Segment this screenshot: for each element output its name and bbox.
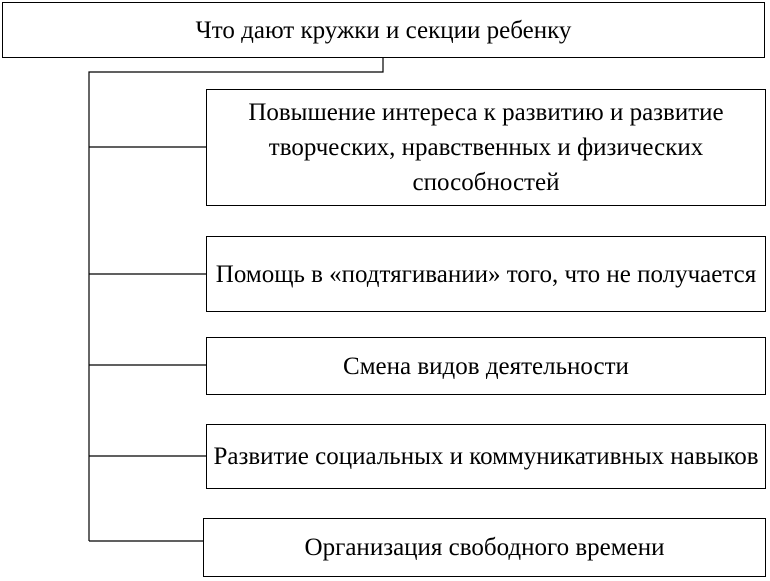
- item-text-2: Помощь в «подтягивании» того, что не получается: [215, 260, 757, 288]
- item-text-4: Развитие социальных и коммуникативных навыков: [213, 443, 759, 470]
- item-text-5: Организация свободного времени: [304, 534, 665, 561]
- root-box: [2, 2, 765, 58]
- item-text-1: Повышение интереса к развитию и развитие творческих, нравственных и физических способностей: [248, 99, 724, 196]
- root-title: Что дают кружки и секции ребенку: [195, 16, 572, 44]
- item-text-3: Смена видов деятельности: [343, 352, 629, 380]
- item-box-1: [206, 89, 766, 206]
- item-box-5: [203, 518, 766, 577]
- item-box-2: [206, 236, 766, 312]
- item-box-3: [206, 337, 766, 395]
- item-box-4: [206, 424, 766, 489]
